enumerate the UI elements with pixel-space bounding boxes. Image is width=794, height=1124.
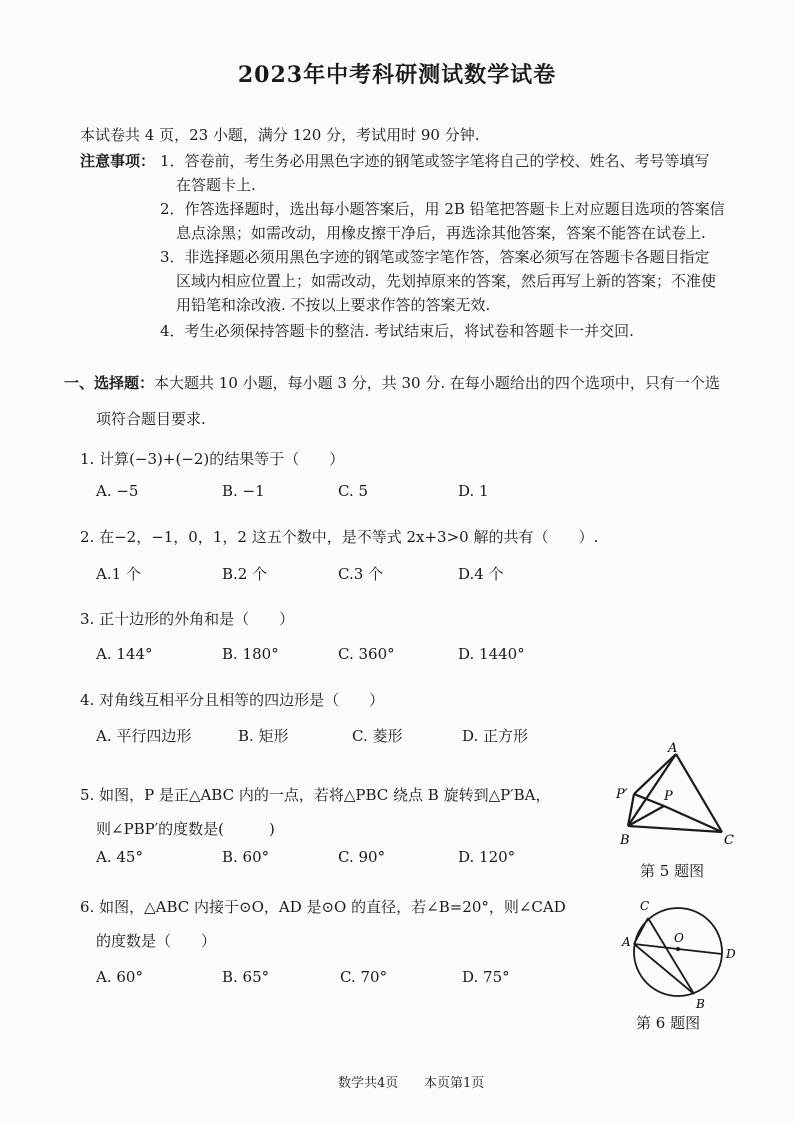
note-3-line-2: 区域内相应位置上；如需改动，先划掉原来的答案，然后再写上新的答案；不准使 (176, 272, 717, 290)
note-3-line-1: 3．非选择题必须用黑色字迹的钢笔或签字笔作答，答案必须写在答题卡各题目指定 (160, 248, 710, 266)
page-title: 2023年中考科研测试数学试卷 (237, 62, 557, 88)
figure-5-triangle-diagram (606, 742, 756, 854)
fig5-segment-bc (628, 826, 722, 832)
note-4-line-1: 4．考生必须保持答题卡的整洁. 考试结束后，将试卷和答题卡一并交回. (160, 322, 634, 340)
question-4-stem: 4. 对角线互相平分且相等的四边形是（ ） (80, 691, 385, 709)
q1-option-d: D. 1 (458, 482, 489, 500)
note-3-line-3: 用铅笔和涂改液. 不按以上要求作答的答案无效. (176, 296, 491, 314)
fig6-label-o: O (674, 931, 684, 945)
q2-option-d: D.4 个 (458, 565, 504, 583)
fig5-label-c: C (724, 833, 734, 848)
fig6-chord-ac (634, 918, 648, 944)
q2-option-c: C.3 个 (338, 565, 384, 583)
q5-option-b: B. 60° (222, 848, 270, 866)
question-2-stem: 2. 在−2，−1，0，1，2 这五个数中，是不等式 2x+3>0 解的共有（ ）. (80, 528, 599, 546)
note-2-line-2: 息点涂黑；如需改动，用橡皮擦干净后，再选涂其他答案，答案不能答在试卷上. (176, 224, 706, 242)
fig5-label-p: P (664, 789, 673, 804)
question-5-stem-line-2: 则∠PBP′的度数是( ) (96, 820, 275, 838)
q3-option-c: C. 360° (338, 645, 395, 663)
question-3-stem: 3. 正十边形的外角和是（ ） (80, 610, 295, 628)
q3-option-a: A. 144° (96, 645, 153, 663)
q6-option-d: D. 75° (462, 968, 510, 986)
note-2-line-1: 2．作答选择题时，选出每小题答案后，用 2B 铅笔把答题卡上对应题目选项的答案信 (160, 200, 725, 218)
figure-6-circle-diagram (618, 896, 748, 1012)
question-1-stem: 1. 计算(−3)+(−2)的结果等于（ ） (80, 450, 345, 468)
note-1-line-1: 1．答卷前，考生务必用黑色字迹的钢笔或签字笔将自己的学校、姓名、考号等填写 (160, 152, 710, 170)
fig5-segment-p1a (634, 754, 676, 794)
q3-option-d: D. 1440° (458, 645, 525, 663)
q5-option-c: C. 90° (338, 848, 386, 866)
figure-5-caption: 第 5 题图 (640, 862, 705, 880)
q4-option-c: C. 菱形 (352, 727, 403, 745)
q6-option-b: B. 65° (222, 968, 270, 986)
section-1-desc-line-1: 本大题共 10 小题，每小题 3 分，共 30 分. 在每小题给出的四个选项中，只有一个选 (154, 374, 720, 392)
fig6-center-point (676, 947, 680, 951)
q1-option-c: C. 5 (338, 482, 369, 500)
fig5-segment-ac (676, 754, 722, 832)
fig5-label-a: A (668, 742, 678, 756)
section-1-label: 一、选择题： (64, 374, 155, 392)
figure-6-caption: 第 6 题图 (636, 1014, 701, 1032)
q6-option-a: A. 60° (96, 968, 143, 986)
notes-label: 注意事项： (80, 152, 156, 170)
q4-option-b: B. 矩形 (238, 727, 289, 745)
fig6-label-a: A (622, 935, 631, 949)
q4-option-d: D. 正方形 (462, 727, 529, 745)
fig6-label-d: D (726, 947, 736, 961)
fig6-chord-ab (634, 944, 694, 994)
fig5-label-p1: P′ (616, 787, 628, 802)
exam-intro: 本试卷共 4 页，23 小题，满分 120 分，考试用时 90 分钟. (80, 126, 480, 144)
question-5-stem-line-1: 5. 如图，P 是正△ABC 内的一点，若将△PBC 绕点 B 旋转到△P′BA， (80, 786, 551, 804)
footer-current-page: 本页第1页 (424, 1076, 485, 1091)
q1-option-a: A. −5 (96, 482, 139, 500)
q4-option-a: A. 平行四边形 (96, 727, 192, 745)
footer-total-pages: 数学共4页 (338, 1076, 399, 1091)
q2-option-a: A.1 个 (96, 565, 141, 583)
fig6-chord-cb (648, 918, 694, 994)
fig5-label-b: B (620, 833, 630, 848)
q2-option-b: B.2 个 (222, 565, 268, 583)
q5-option-a: A. 45° (96, 848, 143, 866)
q1-option-b: B. −1 (222, 482, 265, 500)
note-1-line-2: 在答题卡上. (176, 176, 256, 194)
fig6-label-c: C (640, 899, 650, 913)
q3-option-b: B. 180° (222, 645, 279, 663)
question-6-stem-line-2: 的度数是（ ） (96, 932, 217, 950)
q5-option-d: D. 120° (458, 848, 516, 866)
section-1-heading (64, 372, 720, 394)
fig6-label-b: B (696, 997, 705, 1011)
question-6-stem-line-1: 6. 如图，△ABC 内接于⊙O，AD 是⊙O 的直径，若∠B=20°，则∠CAD (80, 898, 566, 916)
section-1-desc-line-2: 项符合题目要求. (96, 410, 206, 428)
q6-option-c: C. 70° (340, 968, 388, 986)
